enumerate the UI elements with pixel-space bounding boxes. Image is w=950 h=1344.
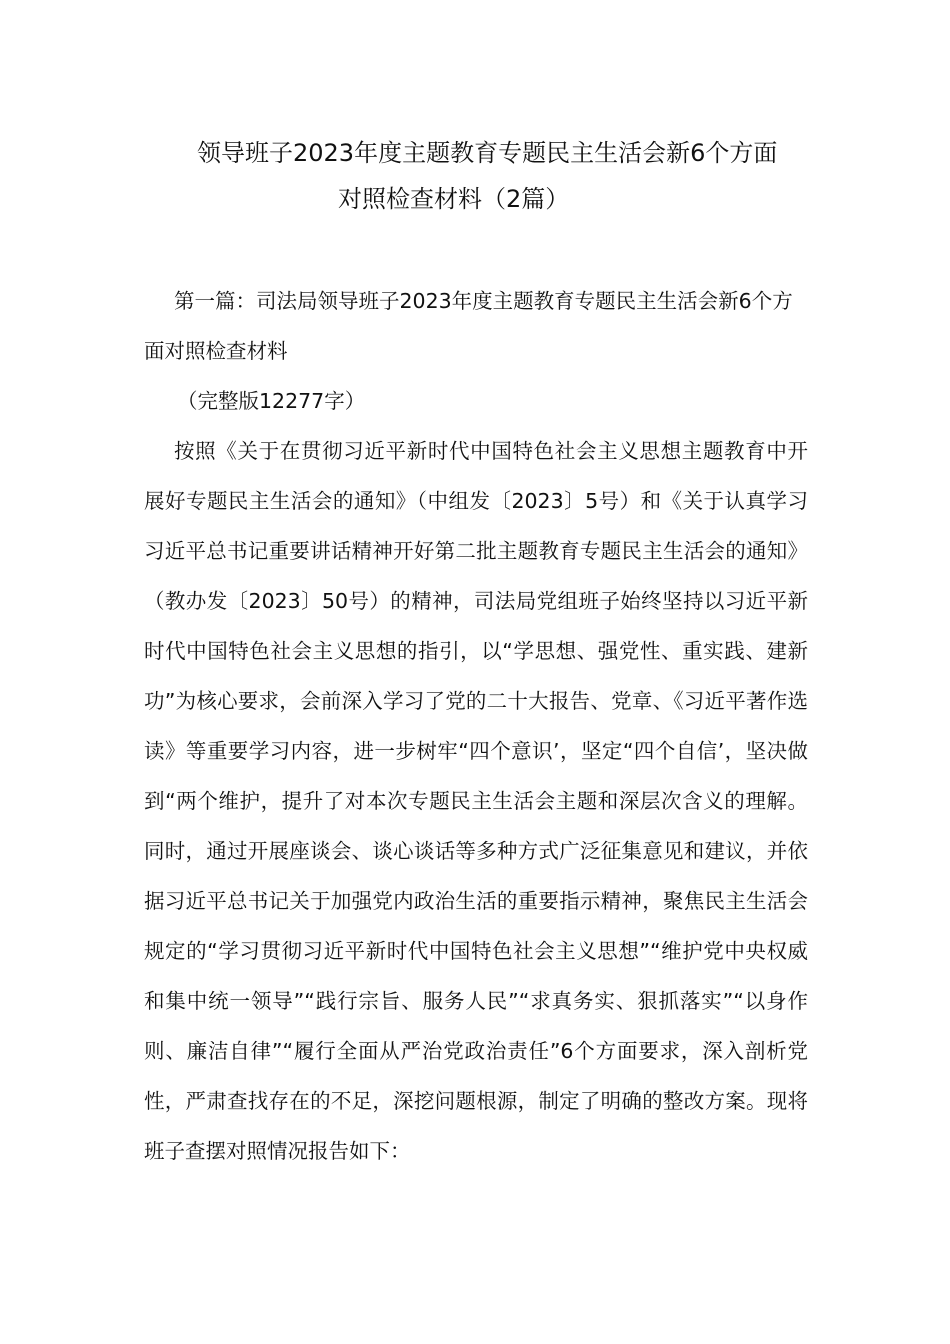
section-title: 第一篇：司法局领导班子2023年度主题教育专题民主生活会新6个方面对照检查材料 — [144, 289, 793, 363]
title-line-1: 领导班子2023年度主题教育专题民主生活会新6个方面 — [197, 139, 778, 167]
document-body — [144, 276, 808, 1176]
body-paragraph: 按照《关于在贯彻习近平新时代中国特色社会主义思想主题教育中开展好专题民主生活会的通知》（中组发〔2023〕5号）和《关于认真学习习近平总书记重要讲话精神开好第二批主题教育专题民主生活会的通知》（教办发〔2023〕50号）的精神，司法局党组班子始终坚持以习近平新时代中国特色社会主义思想的指引，以“学思想、强党性、重实践、建新功”为核心要求，会前深入学习了党的二十大报告、党章、《习近平著作选读》等重要学习内容，进一步树牢“四个意识’，坚定“四个自信’，坚决做到“两个维护，提升了对本次专题民主生活会主题和深层次含义的理解。同时，通过开展座谈会、谈心谈话等多种方式广泛征集意见和建议，并依据习近平总书记关于加强党内政治生活的重要指示精神，聚焦民主生活会规定的“学习贯彻习近平新时代中国特色社会主义思想”“维护党中央权威和集中统一领导”“践行宗旨、服务人民”“求真务实、狠抓落实”“以身作则、廉洁自律”“履行全面从严治党政治责任”6个方面要求，深入剖析党性，严肃查找存在的不足，深挖问题根源，制定了明确的整改方案。现将班子查摆对照情况报告如下： — [144, 439, 808, 1163]
title-line-2: 对照检查材料（2篇） — [338, 185, 570, 213]
document-title — [0, 130, 950, 222]
version-note: （完整版12277字） — [177, 389, 366, 413]
